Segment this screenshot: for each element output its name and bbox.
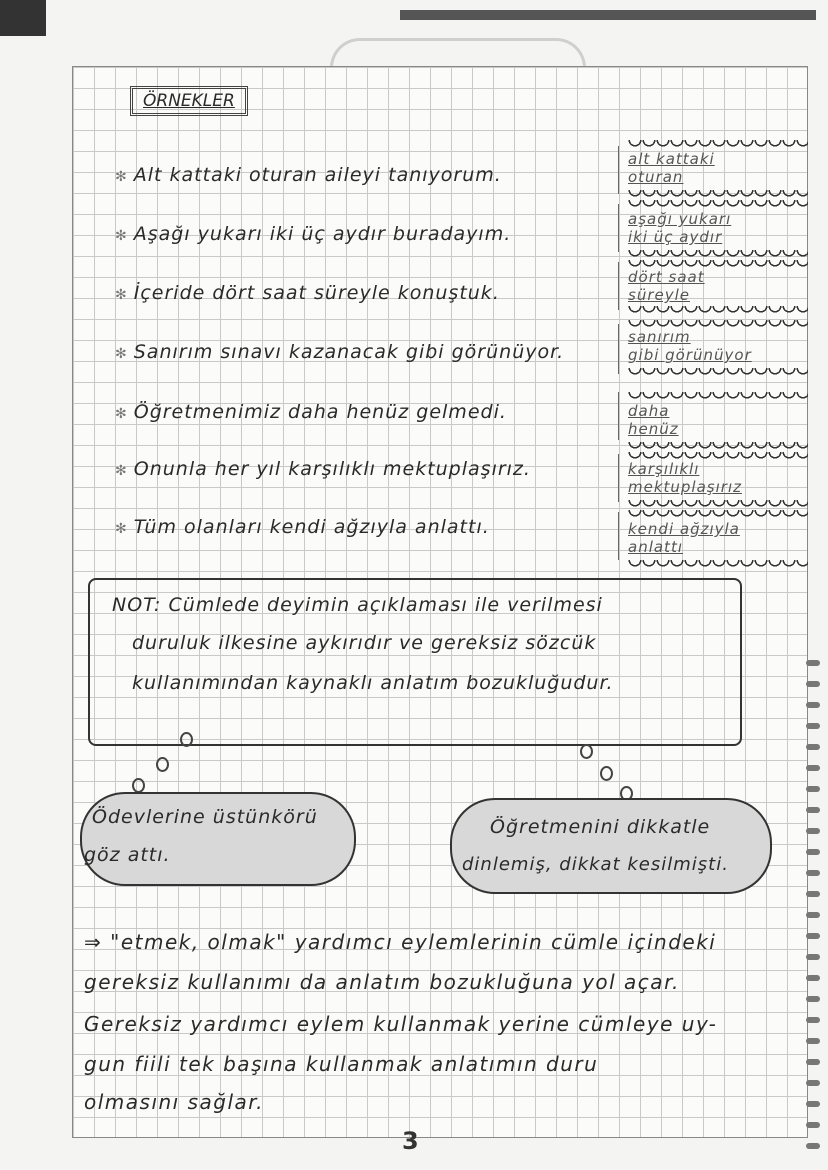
thought-cloud-right bbox=[450, 798, 772, 894]
spiral-ring bbox=[806, 807, 820, 813]
spiral-ring bbox=[806, 954, 820, 960]
spiral-ring bbox=[806, 1101, 820, 1107]
spiral-ring bbox=[806, 996, 820, 1002]
scan-edge bbox=[400, 10, 816, 20]
spiral-ring bbox=[806, 1038, 820, 1044]
note-line: kullanımından kaynaklı anlatım bozukluğudur. bbox=[132, 672, 614, 694]
thought-bubble-dot bbox=[580, 744, 593, 759]
spiral-ring bbox=[806, 828, 820, 834]
paragraph-line: gereksiz kullanımı da anlatım bozukluğuna yol açar. bbox=[84, 970, 680, 994]
example-sentence: ✻ Aşağı yukarı iki üç aydır buradayım. bbox=[115, 223, 512, 245]
page-number: 3 bbox=[402, 1127, 419, 1155]
wave-line bbox=[628, 190, 808, 198]
thought-bubble-dot bbox=[180, 732, 193, 747]
thought-bubble-dot bbox=[156, 757, 169, 772]
paragraph-line: ⇒ "etmek, olmak" yardımcı eylemlerinin cümle içindeki bbox=[84, 930, 717, 954]
cloud-text: göz attı. bbox=[84, 844, 171, 866]
side-note: aşağı yukarı iki üç aydır bbox=[628, 210, 732, 246]
bracket bbox=[618, 392, 619, 440]
spiral-ring bbox=[806, 681, 820, 687]
spiral-ring bbox=[806, 744, 820, 750]
star-bullet-icon: ✻ bbox=[115, 287, 128, 303]
spiral-ring bbox=[806, 765, 820, 771]
note-line: NOT: Cümlede deyimin açıklaması ile verilmesi bbox=[112, 594, 603, 616]
spiral-ring bbox=[806, 912, 820, 918]
wave-line bbox=[628, 250, 808, 258]
wave-line bbox=[628, 306, 808, 314]
bracket bbox=[618, 204, 619, 252]
cloud-text: Ödevlerine üstünkörü bbox=[92, 806, 318, 828]
spiral-ring bbox=[806, 786, 820, 792]
spiral-ring bbox=[806, 702, 820, 708]
thought-bubble-dot bbox=[600, 766, 613, 781]
thought-bubble-dot bbox=[132, 778, 145, 793]
bracket bbox=[618, 454, 619, 502]
spiral-ring bbox=[806, 1017, 820, 1023]
wave-line bbox=[628, 500, 808, 508]
wave-line bbox=[628, 368, 808, 376]
example-sentence: ✻ Tüm olanları kendi ağzıyla anlattı. bbox=[115, 516, 490, 538]
cloud-text: Öğretmenini dikkatle bbox=[490, 816, 711, 838]
bracket bbox=[618, 324, 619, 374]
star-bullet-icon: ✻ bbox=[115, 406, 128, 422]
example-sentence: ✻ Alt kattaki oturan aileyi tanıyorum. bbox=[115, 164, 502, 186]
spiral-ring bbox=[806, 870, 820, 876]
example-sentence: ✻ Sanırım sınavı kazanacak gibi görünüyor. bbox=[115, 341, 565, 363]
star-bullet-icon: ✻ bbox=[115, 228, 128, 244]
side-note: alt kattaki oturan bbox=[628, 150, 715, 186]
wave-line bbox=[628, 140, 808, 148]
star-bullet-icon: ✻ bbox=[115, 169, 128, 185]
wave-line bbox=[628, 320, 808, 328]
star-bullet-icon: ✻ bbox=[115, 521, 128, 537]
side-note: sanırım gibi görünüyor bbox=[628, 328, 752, 364]
spiral-ring bbox=[806, 891, 820, 897]
paragraph-line: Gereksiz yardımcı eylem kullanmak yerine cümleye uy- bbox=[84, 1012, 718, 1036]
spiral-ring bbox=[806, 1059, 820, 1065]
side-note: karşılıklı mektuplaşırız bbox=[628, 460, 742, 496]
star-bullet-icon: ✻ bbox=[115, 346, 128, 362]
spiral-ring bbox=[806, 975, 820, 981]
wave-line bbox=[628, 560, 808, 568]
wave-line bbox=[628, 392, 808, 400]
spiral-ring bbox=[806, 933, 820, 939]
spiral-ring bbox=[806, 1122, 820, 1128]
side-note: dört saat süreyle bbox=[628, 268, 705, 304]
spiral-ring bbox=[806, 1143, 820, 1149]
wave-line bbox=[628, 200, 808, 208]
cloud-text: dinlemiş, dikkat kesilmişti. bbox=[462, 854, 729, 875]
note-line: duruluk ilkesine aykırıdır ve gereksiz sözcük bbox=[132, 632, 597, 654]
example-sentence: ✻ İçeride dört saat süreyle konuştuk. bbox=[115, 282, 500, 304]
spiral-ring bbox=[806, 723, 820, 729]
star-bullet-icon: ✻ bbox=[115, 463, 128, 479]
spiral-ring bbox=[806, 1080, 820, 1086]
paragraph-line: olmasını sağlar. bbox=[84, 1090, 265, 1114]
bracket bbox=[618, 512, 619, 560]
example-sentence: ✻ Onunla her yıl karşılıklı mektuplaşırız. bbox=[115, 458, 531, 480]
bracket bbox=[618, 146, 619, 194]
paragraph-line: gun fiili tek başına kullanmak anlatımın duru bbox=[84, 1052, 599, 1076]
side-note: daha henüz bbox=[628, 402, 679, 438]
wave-line bbox=[628, 442, 808, 450]
example-sentence: ✻ Öğretmenimiz daha henüz gelmedi. bbox=[115, 401, 507, 423]
wave-line bbox=[628, 260, 808, 268]
wave-line bbox=[628, 510, 808, 518]
scan-corner-mark bbox=[0, 0, 46, 36]
side-note: kendi ağzıyla anlattı bbox=[628, 520, 740, 556]
bracket bbox=[618, 262, 619, 310]
wave-line bbox=[628, 452, 808, 460]
spiral-ring bbox=[806, 849, 820, 855]
heading: ÖRNEKLER bbox=[130, 86, 248, 116]
spiral-ring bbox=[806, 660, 820, 666]
